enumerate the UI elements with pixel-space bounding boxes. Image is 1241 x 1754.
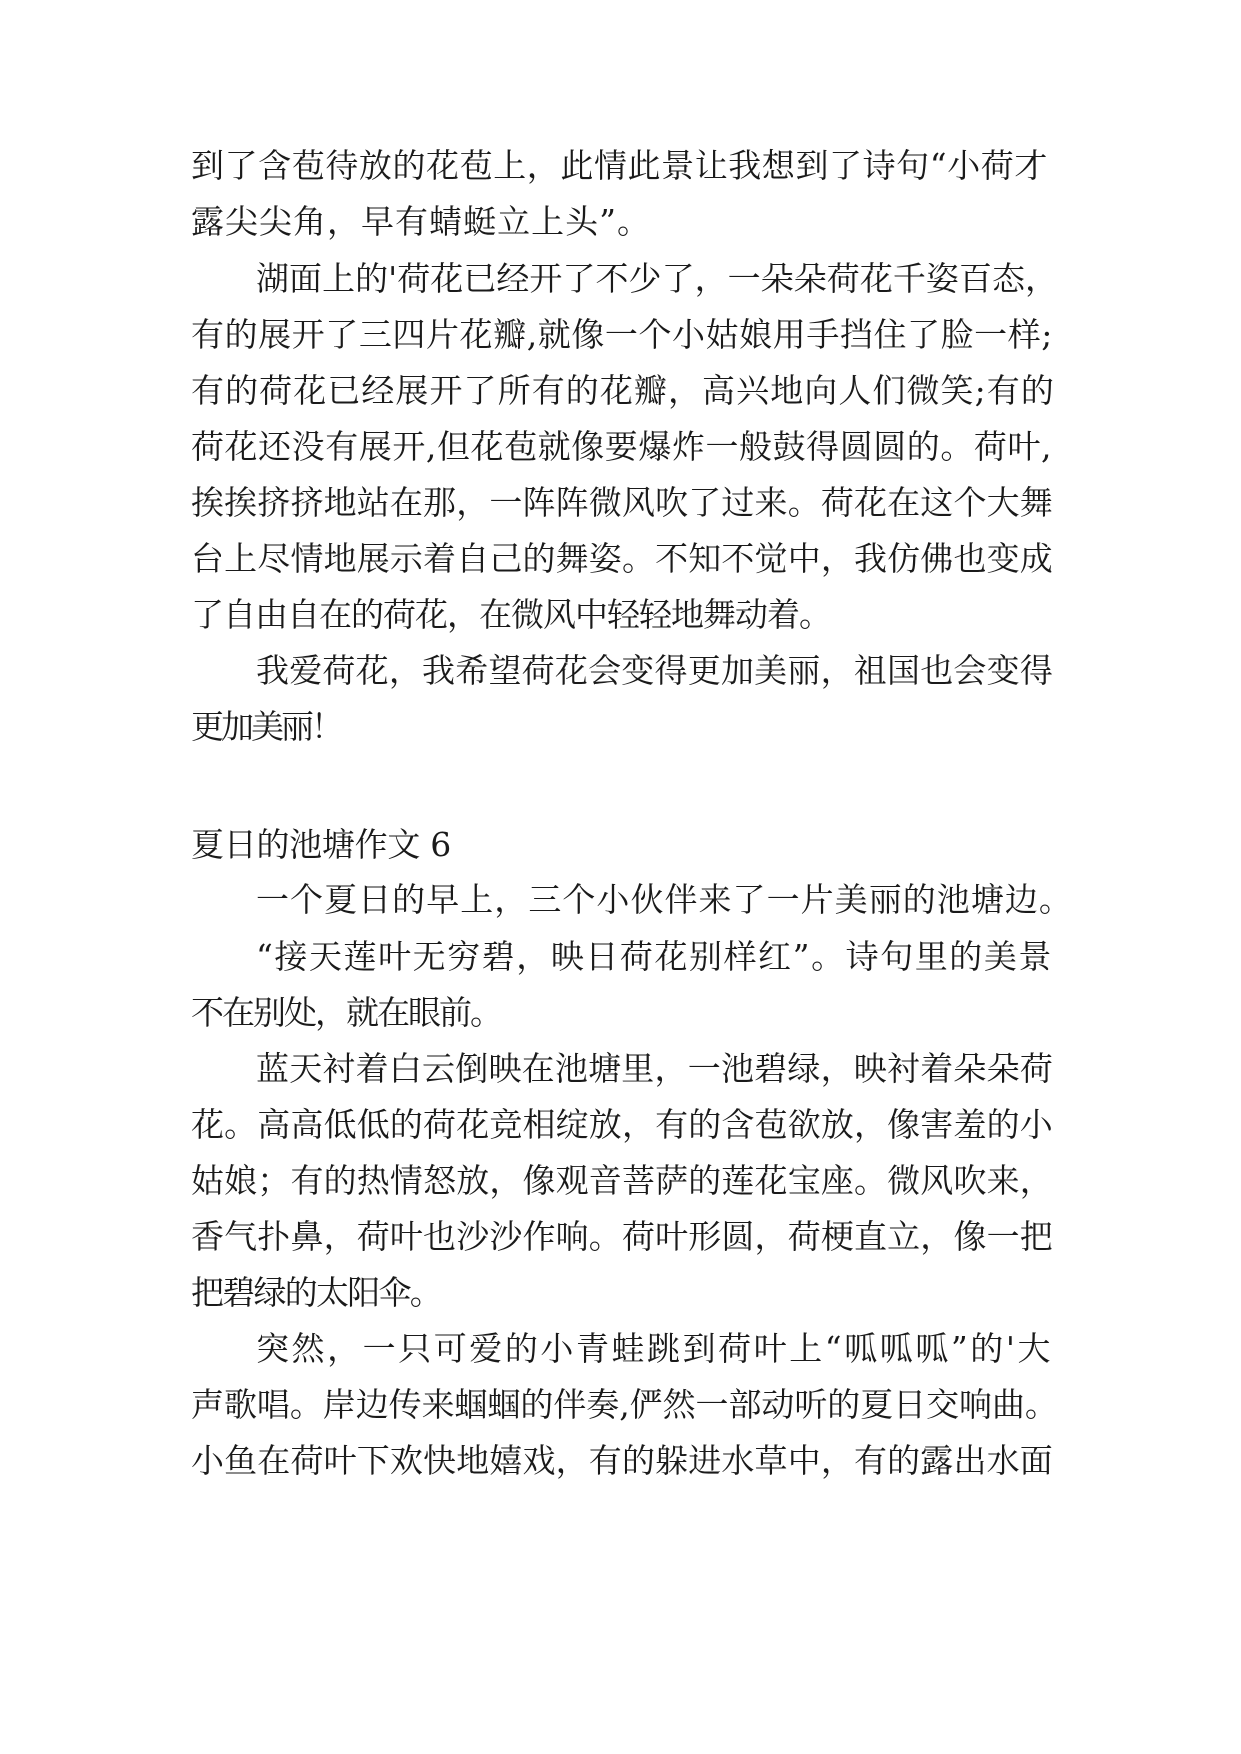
text-line: 突然，一只可爱的小青蛙跳到荷叶上“呱呱呱”的'大 <box>256 1329 1054 1368</box>
text-line: 把碧绿的太阳伞。 <box>191 1273 441 1312</box>
text-line: 我爱荷花，我希望荷花会变得更加美丽，祖国也会变得 <box>256 651 1054 690</box>
text-line: 不在别处，就在眼前。 <box>191 993 501 1032</box>
text-line: 有的荷花已经展开了所有的花瓣，高兴地向人们微笑;有的 <box>191 371 1055 410</box>
text-line: 了自由自在的荷花，在微风中轻轻地舞动着。 <box>191 595 831 634</box>
text-line: 姑娘；有的热情怒放，像观音菩萨的莲花宝座。微风吹来， <box>191 1161 1053 1200</box>
text-line: 香气扑鼻，荷叶也沙沙作响。荷叶形圆，荷梗直立，像一把 <box>191 1217 1053 1256</box>
text-line: 挨挨挤挤地站在那，一阵阵微风吹了过来。荷花在这个大舞 <box>191 483 1053 522</box>
text-line: 有的展开了三四片花瓣,就像一个小姑娘用手挡住了脸一样; <box>191 315 1053 354</box>
text-line: 到了含苞待放的花苞上，此情此景让我想到了诗句“小荷才 <box>191 146 1048 185</box>
text-line: 更加美丽！ <box>191 707 341 746</box>
text-line: “接天莲叶无穷碧，映日荷花别样红”。诗句里的美景 <box>256 937 1053 976</box>
text-line: 声歌唱。岸边传来蝈蝈的伴奏,俨然一部动听的夏日交响曲。 <box>191 1385 1058 1424</box>
text-line: 荷花还没有展开,但花苞就像要爆炸一般鼓得圆圆的。荷叶, <box>191 427 1053 466</box>
text-line: 一个夏日的早上，三个小伙伴来了一片美丽的池塘边。 <box>256 880 1073 919</box>
text-line: 小鱼在荷叶下欢快地嬉戏，有的躲进水草中，有的露出水面 <box>191 1441 1053 1480</box>
section-heading: 夏日的池塘作文 6 <box>191 825 451 864</box>
text-line: 花。高高低低的荷花竞相绽放，有的含苞欲放，像害羞的小 <box>191 1105 1053 1144</box>
text-line: 台上尽情地展示着自己的舞姿。不知不觉中，我仿佛也变成 <box>191 539 1053 578</box>
text-line: 露尖尖角，早有蜻蜓立上头”。 <box>191 202 652 241</box>
text-line: 蓝天衬着白云倒映在池塘里，一池碧绿，映衬着朵朵荷 <box>256 1049 1054 1088</box>
text-line: 湖面上的'荷花已经开了不少了，一朵朵荷花千姿百态， <box>256 259 1059 298</box>
